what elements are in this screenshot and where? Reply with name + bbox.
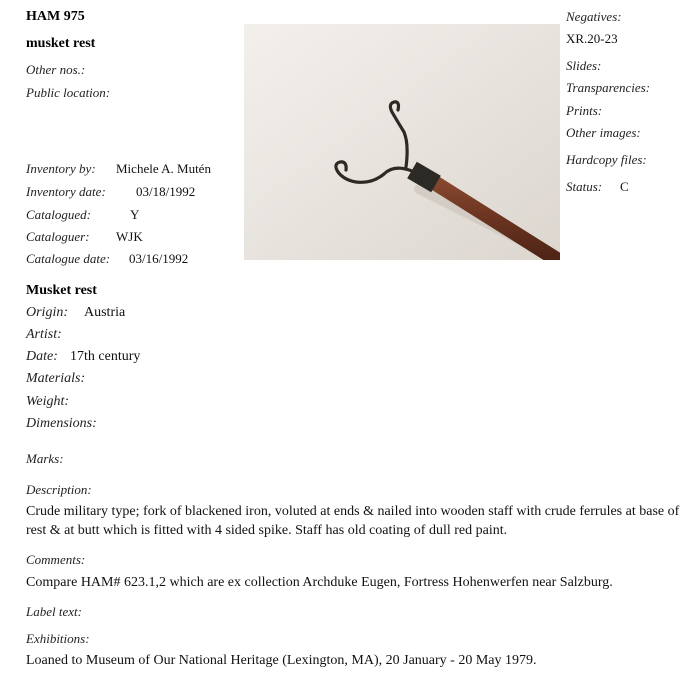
negatives-label: Negatives: bbox=[566, 9, 622, 24]
label-text-label: Label text: bbox=[26, 604, 82, 619]
record-name: musket rest bbox=[26, 36, 96, 51]
inventory-date-value: 03/18/1992 bbox=[136, 184, 196, 199]
exhibitions-label: Exhibitions: bbox=[26, 631, 90, 646]
materials-label: Materials: bbox=[26, 371, 86, 386]
object-title: Musket rest bbox=[26, 283, 97, 298]
slides-label: Slides: bbox=[566, 58, 602, 73]
description-text: Crude military type; fork of blackened iron, voluted at ends & nailed into wooden staff with crude ferrules at base of rest & at butt which is fitted with 4 sided spike. Staff has old coating of dull red paint. bbox=[26, 504, 680, 538]
public-location-label: Public location: bbox=[26, 85, 111, 100]
comments-text: Compare HAM# 623.1,2 which are ex collection Archduke Eugen, Fortress Hohenwerfen near Salzburg. bbox=[26, 575, 613, 590]
negatives-value: XR.20-23 bbox=[566, 31, 618, 46]
origin-value: Austria bbox=[84, 305, 126, 320]
marks-label: Marks: bbox=[26, 451, 64, 466]
other-images-label: Other images: bbox=[566, 125, 641, 140]
record-id: HAM 975 bbox=[26, 9, 85, 24]
hardcopy-files-label: Hardcopy files: bbox=[566, 152, 647, 167]
date-value: 17th century bbox=[70, 349, 141, 364]
origin-label: Origin: bbox=[26, 305, 68, 320]
catalogued-label: Catalogued: bbox=[26, 207, 91, 222]
transparencies-label: Transparencies: bbox=[566, 80, 651, 95]
weight-label: Weight: bbox=[26, 394, 70, 409]
status-label: Status: bbox=[566, 179, 603, 194]
prints-label: Prints: bbox=[566, 103, 603, 118]
artist-label: Artist: bbox=[26, 327, 62, 342]
description-label: Description: bbox=[26, 482, 92, 497]
date-label: Date: bbox=[26, 349, 58, 364]
dimensions-label: Dimensions: bbox=[26, 416, 97, 431]
catalogued-value: Y bbox=[130, 207, 140, 222]
exhibitions-text: Loaned to Museum of Our National Heritage (Lexington, MA), 20 January - 20 May 1979. bbox=[26, 653, 537, 668]
object-photo bbox=[244, 24, 560, 260]
inventory-date-label: Inventory date: bbox=[26, 184, 106, 199]
catalogue-date-value: 03/16/1992 bbox=[129, 251, 189, 266]
status-value: C bbox=[620, 179, 629, 194]
inventory-by-value: Michele A. Mutén bbox=[116, 161, 211, 176]
cataloguer-value: WJK bbox=[116, 229, 143, 244]
cataloguer-label: Cataloguer: bbox=[26, 229, 90, 244]
inventory-by-label: Inventory by: bbox=[26, 161, 96, 176]
catalogue-date-label: Catalogue date: bbox=[26, 251, 111, 266]
comments-label: Comments: bbox=[26, 552, 86, 567]
other-nos-label: Other nos.: bbox=[26, 62, 86, 77]
